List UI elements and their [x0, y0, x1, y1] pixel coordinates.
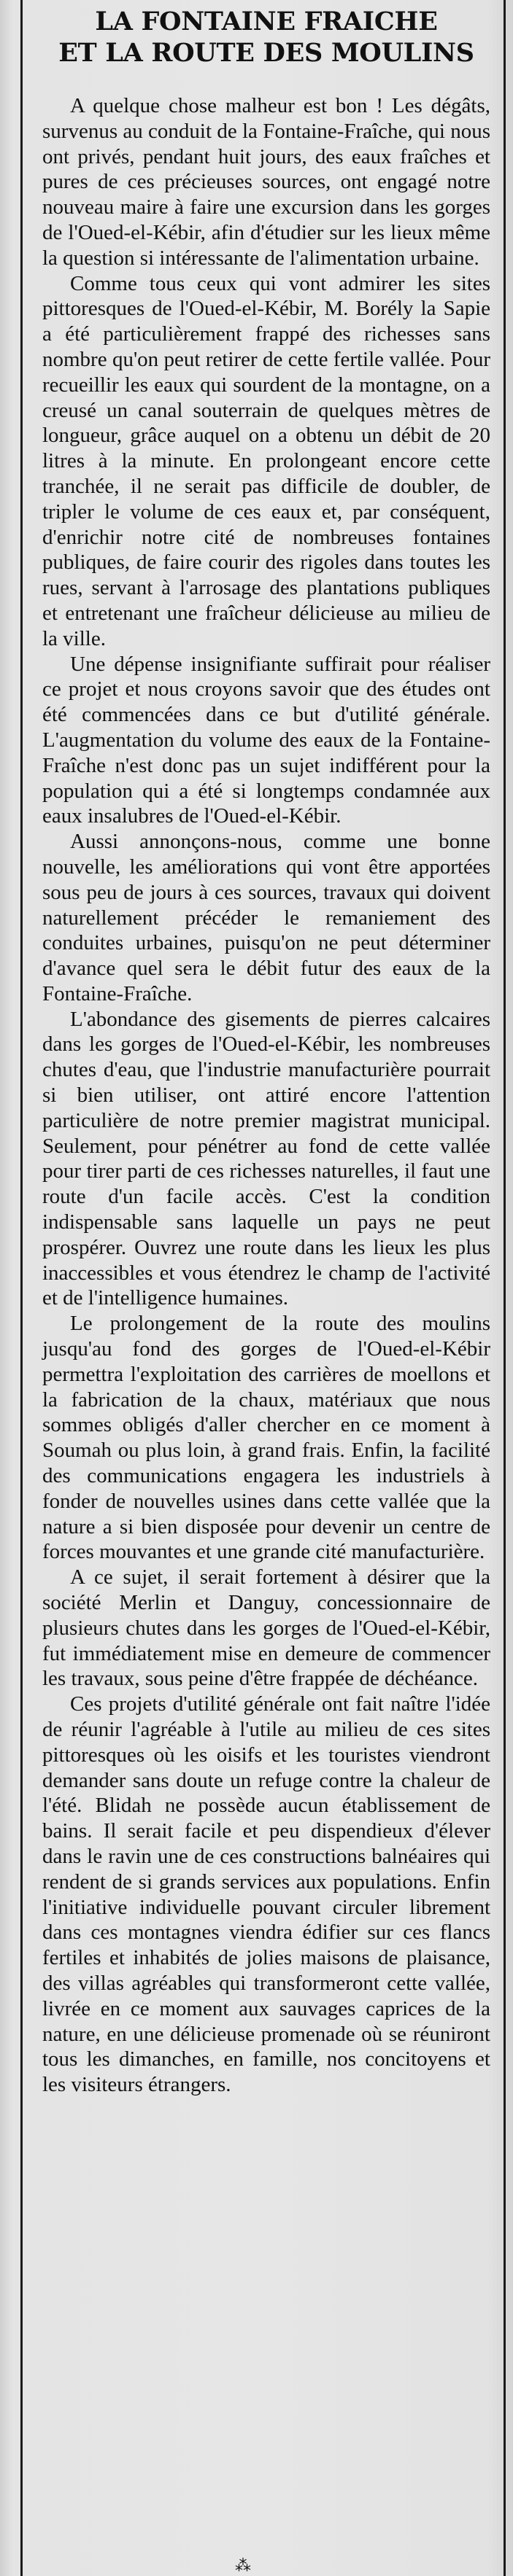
- column-rule-right: [504, 0, 506, 2576]
- paragraph-8: Ces projets d'utilité générale ont fait naître l'idée de réunir l'agréable à l'utile au milieu de ces sites pittoresques où les oisifs et les touristes viendront demander sans doute un refuge contre la chaleur de l'été. Blidah ne possède aucun établissement de bains. Il serait facile et peu dispendieux d'élever dans le ravin une de ces constructions balnéaires qui rendent de si grands services aux populations. Enfin l'initiative individuelle pouvant circuler librement dans ces montagnes viendra édifier sur ces flancs fertiles et inhabités de jolies maisons de plaisance, des villas agréables qui transformeront cette vallée, livrée en ce moment aux sauvages caprices de la nature, en une délicieuse promenade où se réuniront tous les dimanches, en famille, nos concitoyens et les visiteurs étrangers.: [42, 1692, 490, 2097]
- paragraph-1: A quelque chose malheur est bon ! Les dégâts, survenus au conduit de la Fontaine-Fraîche, qui nous ont privés, pendant huit jours, des eaux fraîches et pures de ces précieuses sources, ont engagé notre nouveau maire à faire une excursion dans les gorges de l'Oued-el-Kébir, afin d'étudier sur les lieux même la question si intéressante de l'alimentation urbaine.: [42, 94, 490, 270]
- paragraph-3: Une dépense insignifiante suffirait pour réaliser ce projet et nous croyons savoir que des études ont été commencées dans ce but d'utilité générale. L'augmentation du volume des eaux de la Fontaine-Fraîche n'est donc pas un sujet indifférent pour la population qui a été si longtemps condamnée aux eaux insalubres de l'Oued-el-Kébir.: [42, 652, 490, 828]
- paragraph-6: Le prolongement de la route des moulins jusqu'au fond des gorges de l'Oued-el-Kébir permettra l'exploitation des carrières de moellons et la fabrication de la chaux, matériaux que nous sommes obligés d'aller chercher en ce moment à Soumah ou plus loin, à grand frais. Enfin, la facilité des communications engagera les industriels à fonder de nouvelles usines dans cette vallée que la nature a si bien disposée pour devenir un centre de forces mouvantes et une grande cité manufacturière.: [42, 1312, 490, 1564]
- column-rule-left: [20, 0, 23, 2576]
- paragraph-2: Comme tous ceux qui vont admirer les sites pittoresques de l'Oued-el-Kébir, M. Borély la Sapie a été particulièrement frappé des richesses sans nombre qu'on peut retirer de cette fertile vallée. Pour recueillir les eaux qui sourdent de la montagne, on a creusé un canal souterrain de quelques mètres de longueur, grâce auquel on a obtenu un débit de 20 litres à la minute. En prolongeant encore cette tranchée, il ne serait pas difficile de doubler, de tripler le volume de ces eaux et, par conséquent, d'enrichir notre cité de nombreuses fontaines publiques, de faire courir des rigoles dans toutes les rues, servant à l'arrosage des plantations publiques et entretenant une fraîcheur délicieuse au milieu de la ville.: [42, 271, 490, 650]
- paragraph-5: L'abondance des gisements de pierres calcaires dans les gorges de l'Oued-el-Kébir, les nombreuses chutes d'eau, que l'industrie manufacturière pourrait si bien utiliser, ont attiré encore l'attention particulière de notre premier magistrat municipal. Seulement, pour pénétrer au fond de cette vallée pour tirer parti de ces richesses naturelles, il faut une route d'un facile accès. C'est la condition indispensable sans laquelle un pays ne peut prospérer. Ouvrez une route dans les lieux les plus inaccessibles et vous étendrez le champ de l'activité et de l'intelligence humaines.: [42, 1007, 490, 1310]
- paragraph-7: A ce sujet, il serait fortement à désirer que la société Merlin et Danguy, concessionnaire de plusieurs chutes dans les gorges de l'Oued-el-Kébir, fut immédiatement mise en demeure de commencer les travaux, sous peine d'être frappée de déchéance.: [42, 1565, 490, 1691]
- headline-line-1: LA FONTAINE FRAICHE: [95, 7, 438, 36]
- paragraph-4: Aussi annonçons-nous, comme une bonne nouvelle, les améliorations qui vont être apportées sous peu de jours à ces sources, travaux qui doivent naturellement précéder le remaniement des conduites urbaines, puisqu'on ne peut déterminer d'avance quel sera le débit futur des eaux de la Fontaine-Fraîche.: [42, 830, 490, 1005]
- headline-line-2: ET LA ROUTE DES MOULINS: [58, 38, 474, 68]
- svg-text:⁂: ⁂: [235, 2557, 251, 2574]
- article-headline: [42, 6, 490, 69]
- article-column: [42, 6, 490, 2098]
- asterism-ornament-icon: [221, 2552, 265, 2574]
